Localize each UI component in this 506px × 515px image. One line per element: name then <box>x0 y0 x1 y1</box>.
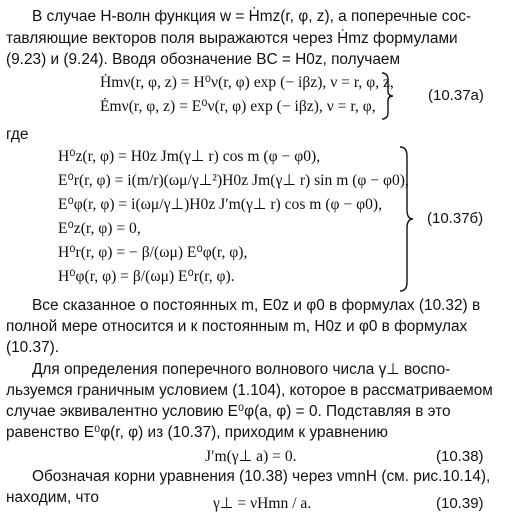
eq-39-tag: (10.39) <box>436 495 484 512</box>
paragraph2-line3: (10.37). <box>6 339 60 356</box>
paragraph3-line3: случае эквивалентно условию E⁰φ(a, φ) = 0. Подставляя в это <box>6 403 451 420</box>
paragraph1-line2: тавляющие векторов поля выражаются через Ḣmz формулами <box>6 30 458 47</box>
paragraph1-line3: (9.23) и (9.24). Вводя обозначение BC = H0z, получаем <box>6 51 401 68</box>
paragraph1-line1: В случае H-волн функция w = Ḣmz(r, φ, z), а поперечные сос- <box>32 8 472 25</box>
paragraph3-line4: равенство E⁰φ(r, φ) из (10.37), приходим к уравнению <box>6 424 388 441</box>
eq-b-line4: E⁰z(r, φ) = 0, <box>58 220 141 237</box>
where-label: где <box>6 126 29 143</box>
eq-b-line1: H⁰z(r, φ) = H0z Jm(γ⊥ r) cos m (φ − φ0), <box>58 148 321 165</box>
eq-b-tag: (10.37б) <box>427 210 484 227</box>
eq-38-tag: (10.38) <box>436 448 484 465</box>
eq-b-line3: E⁰φ(r, φ) = i(ωμ/γ⊥)H0z J′m(γ⊥ r) cos m (φ − φ0), <box>58 196 382 213</box>
paragraph2-line2: полной мере относится и к постоянным m, H0z и φ0 в формулах <box>6 318 468 335</box>
eq-a-line2: Ėmν(r, φ, z) = E⁰ν(r, φ) exp (− iβz), ν = r, φ, <box>100 98 376 115</box>
eq-b-line6: H⁰φ(r, φ) = β/(ωμ) E⁰r(r, φ). <box>58 268 235 285</box>
eq-39-formula: γ⊥ = νHmn / a. <box>213 495 312 512</box>
paragraph3-line2: льзуемся граничным условием (1.104), которое в рассматриваемом <box>6 382 493 399</box>
paragraph2-line1: Все сказанное о постоянных m, E0z и φ0 в формулах (10.32) в <box>32 297 481 314</box>
eq-b-line5: H⁰r(r, φ) = − β/(ωμ) E⁰φ(r, φ), <box>58 244 248 261</box>
eq-38-formula: J′m(γ⊥ a) = 0. <box>205 448 297 465</box>
paragraph4-line2: находим, что <box>6 489 99 506</box>
eq-a-tag: (10.37а) <box>428 87 484 104</box>
right-brace-a <box>380 72 394 120</box>
right-brace-b <box>398 146 414 292</box>
paragraph3-line1: Для определения поперечного волнового числа γ⊥ воспо- <box>32 361 451 378</box>
eq-b-line2: E⁰r(r, φ) = i(m/r)(ωμ/γ⊥²)H0z Jm(γ⊥ r) sin m (φ − φ0), <box>58 172 409 189</box>
eq-a-line1: Ḣmν(r, φ, z) = H⁰ν(r, φ) exp (− iβz), ν = r, φ, z, <box>100 74 394 91</box>
paragraph4-line1: Обозначая корни уравнения (10.38) через νmnH (см. рис.10.14), <box>32 468 491 485</box>
